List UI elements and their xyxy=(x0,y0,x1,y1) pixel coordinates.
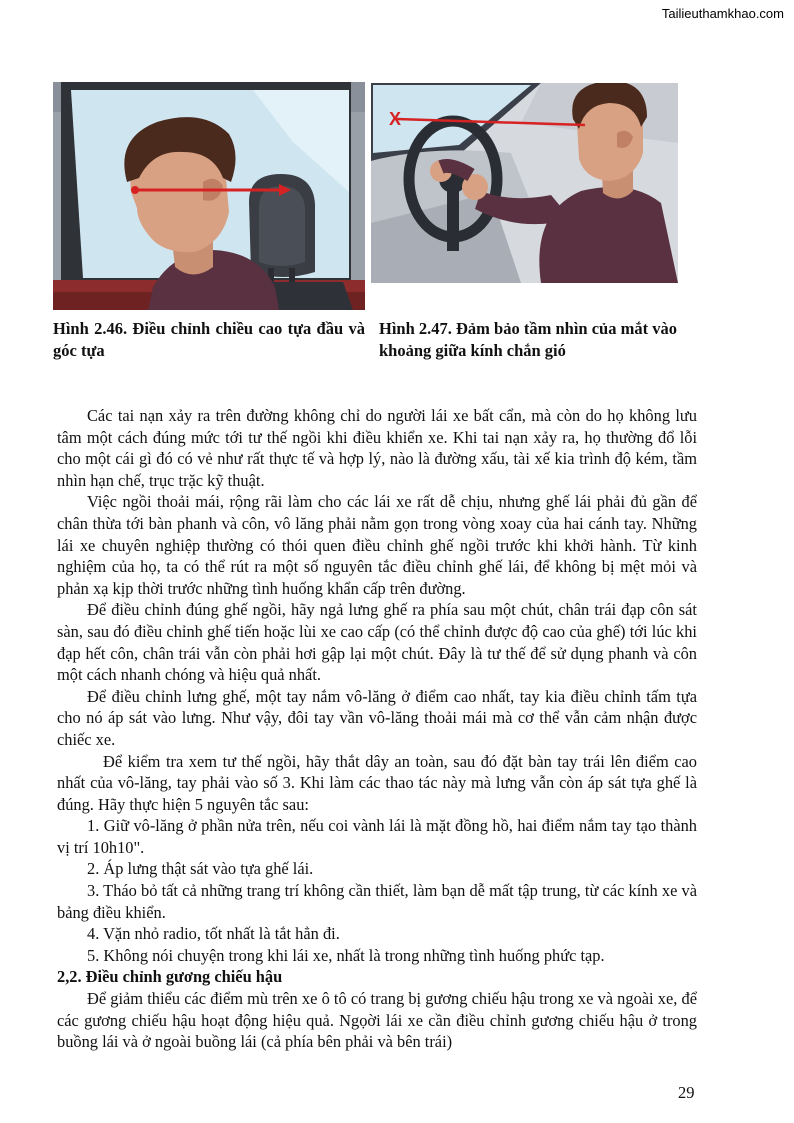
paragraph: Để điều chỉnh lưng ghế, một tay nắm vô-lăng ở điểm cao nhất, tay kia điều chỉnh tấm tựa cho nó áp sát vào lưng. Như vậy, đôi tay vần vô-lăng thoải mái mà cơ thể vẫn cảm nhận được chiếc xe. xyxy=(57,686,697,749)
figure-caption-2-47: Hình 2.47. Đảm bảo tầm nhìn của mắt vào khoảng giữa kính chắn gió xyxy=(379,319,677,360)
list-item: 3. Tháo bỏ tất cả những trang trí không cần thiết, làm bạn dễ mất tập trung, từ các kính xe và bảng điều khiển. xyxy=(57,881,697,922)
section-heading: 2,2. Điều chỉnh gương chiếu hậu xyxy=(57,967,283,987)
list-item: 2. Áp lưng thật sát vào tựa ghế lái. xyxy=(87,859,314,879)
figure-sightline-illustration xyxy=(371,83,678,283)
list-item: 5. Không nói chuyện trong khi lái xe, nhất là trong những tình huống phức tạp. xyxy=(87,945,605,965)
sightline-windshield-image xyxy=(371,83,678,283)
list-item: 1. Giữ vô-lăng ở phần nửa trên, nếu coi vành lái là mặt đồng hồ, hai điểm nắm tay tạo thành vị trí 10h10". xyxy=(57,816,697,857)
paragraph: Để điều chỉnh đúng ghế ngồi, hãy ngả lưng ghế ra phía sau một chút, chân trái đạp côn sát sàn, sau đó điều chỉnh ghế tiến hoặc lùi xe cao cấp (có thể chỉnh được độ cao của ghế) tới lúc khi đạp hết côn, chân trái vẫn còn phải hơi gập lại một chút. Đây là tư thế để sử dụng phanh và côn một cách nhanh chóng và hiệu quả nhất. xyxy=(57,600,697,685)
figure-caption-2-46: Hình 2.46. Điều chỉnh chiều cao tựa đầu và góc tựa xyxy=(53,319,365,360)
site-watermark: Tailieuthamkhao.com xyxy=(661,6,784,21)
paragraph: Việc ngồi thoải mái, rộng rãi làm cho các lái xe rất dễ chịu, nhưng ghế lái phải đủ gần để chân thừa tới bàn phanh và côn, vô lăng phải nằm gọn trong vòng xoay của hai cánh tay. Những lái xe chuyên nghiệp thường có thói quen điều chỉnh ghế ngồi trước khi khởi hành. Từ kinh nghiệm của họ, ta có thể rút ra một số nguyên tắc điều chỉnh ghế lái, để không bị mệt mỏi và phản xạ kịp thời trước những tình huống khẩn cấp trên đường. xyxy=(57,492,697,598)
list-item: 4. Vặn nhỏ radio, tốt nhất là tắt hẳn đi. xyxy=(87,924,340,944)
figure-headrest-illustration xyxy=(53,82,365,310)
paragraph: Để giảm thiểu các điểm mù trên xe ô tô có trang bị gương chiếu hậu trong xe và ngoài xe, để các gương chiếu hậu hoạt động hiệu quả. Ngọời lái xe cần điều chỉnh gương chiếu hậu ở trong buồng lái và ở ngoài buồng lái (cả phía bên phải và bên trái) xyxy=(57,989,697,1052)
sightline-x-mark: X xyxy=(389,109,402,129)
paragraph: Để kiểm tra xem tư thế ngồi, hãy thắt dây an toàn, sau đó đặt bàn tay trái lên điểm cao nhất của vô-lăng, tay phải vào số 3. Khi làm các thao tác này mà lưng vẫn còn áp sát tựa ghế là đúng. Hãy thực hiện 5 nguyên tắc sau: xyxy=(57,751,697,814)
page-number: 29 xyxy=(678,1083,695,1102)
paragraph: Các tai nạn xảy ra trên đường không chỉ do người lái xe bất cẩn, mà còn do họ không lưu tâm một cách đúng mức tới tư thế ngồi khi điều khiển xe. Khi tai nạn xảy ra, họ thường đổ lỗi cho một cái gì đó có vẻ như rất thực tế và hợp lý, nào là đường xấu, tài xế kia trình độ kém, tầm nhìn hạn chế, trục trặc kỹ thuật. xyxy=(57,406,697,490)
headrest-adjustment-image xyxy=(53,82,365,310)
main-text xyxy=(57,405,697,1053)
